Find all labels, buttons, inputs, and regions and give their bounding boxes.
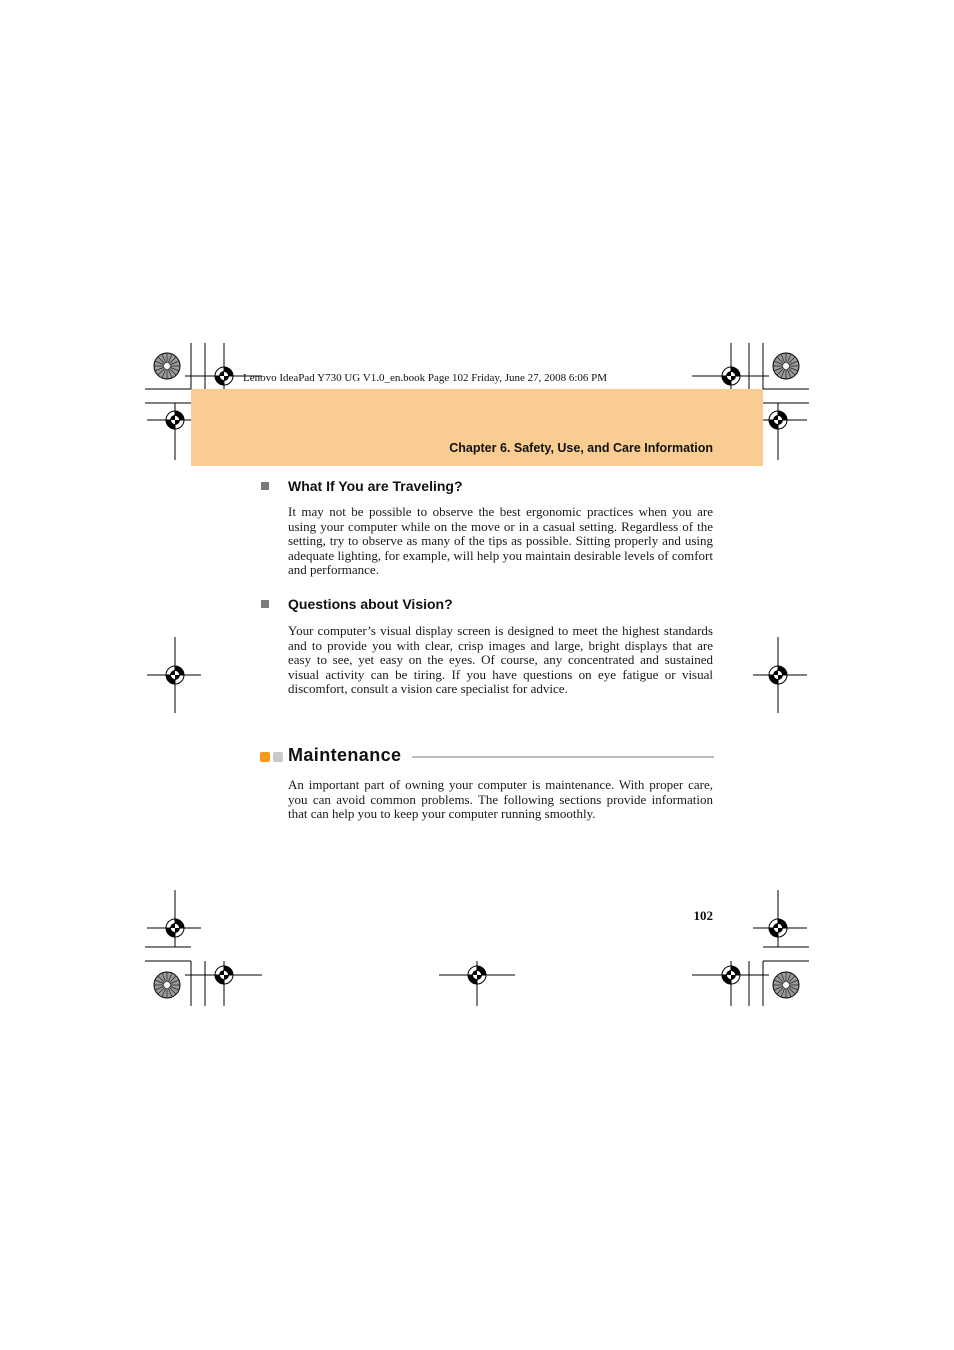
chapter-title: Chapter 6. Safety, Use, and Care Information — [449, 441, 713, 455]
maintenance-orange-square-icon — [260, 752, 270, 762]
section-heading-vision: Questions about Vision? — [288, 596, 453, 612]
book-slug-line: Lenovo IdeaPad Y730 UG V1.0_en.book Page 102 Friday, June 27, 2008 6:06 PM — [243, 372, 608, 384]
section-body-vision: Your computer’s visual display screen is designed to meet the highest standards and to provide you with clear, crisp images and large, bright displays that are easy to see, yet easy on the eyes. Of course, any concentrated and sustained visual activity can be tiring. If you have questions on eye fatigue or visual discomfort, consult a vision care specialist for advice. — [288, 623, 713, 697]
maintenance-title-rule — [412, 756, 714, 758]
section-bullet-icon — [261, 482, 269, 490]
maintenance-body: An important part of owning your computer is maintenance. With proper care, you can avoid common problems. The following sections provide information that can help you to keep your computer running smoothly. — [288, 777, 713, 822]
section-body-traveling: It may not be possible to observe the best ergonomic practices when you are using your computer while on the move or in a casual setting. Regardless of the setting, try to observe as many of the tips as possible. Sitting properly and using adequate lighting, for example, will help you maintain desirable levels of comfort and performance. — [288, 504, 713, 578]
chapter-header-band — [191, 389, 763, 466]
page-number: 102 — [693, 908, 713, 923]
maintenance-title: Maintenance — [288, 745, 402, 765]
section-bullet-icon — [261, 600, 269, 608]
maintenance-gray-square-icon — [273, 752, 283, 762]
section-heading-traveling: What If You are Traveling? — [288, 478, 463, 494]
